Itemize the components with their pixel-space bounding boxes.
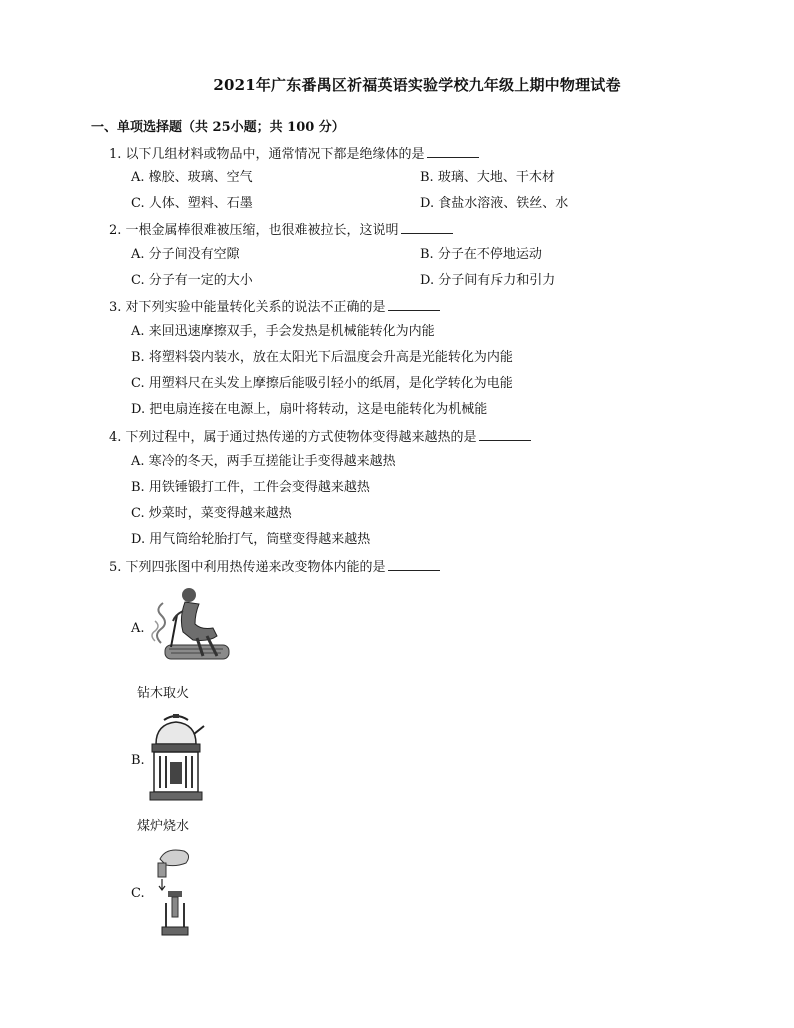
q5-option-a-label: A. [131,621,145,636]
question-2-stem: 2. 一根金属棒很难被压缩，也很难被拉长，这说明 [109,223,399,238]
q1-option-c: C. 人体、塑料、石墨 [131,196,253,211]
q1-option-b: B. 玻璃、大地、干木材 [420,170,555,185]
answer-blank [388,298,440,311]
q1-option-a: A. 橡胶、玻璃、空气 [131,170,253,185]
coal-stove-kettle-illustration [146,710,208,808]
q4-option-d: D. 用气筒给轮胎打气，筒壁变得越来越热 [131,532,371,547]
question-1 [109,143,479,162]
caption-coal-stove: 煤炉烧水 [137,819,190,834]
answer-blank [388,558,440,571]
question-2 [109,219,453,238]
q3-option-b: B. 将塑料袋内装水，放在太阳光下后温度会升高是光能转化为内能 [131,350,513,365]
q5-option-c-label: C. [131,886,145,901]
lamp-heating-illustration [150,845,200,941]
q3-option-d: D. 把电扇连接在电源上，扇叶将转动，这是电能转化为机械能 [131,402,488,417]
q2-option-b: B. 分子在不停地运动 [420,247,542,262]
section-heading: 一、单项选择题（共 25小题；共 100 分） [91,120,345,135]
answer-blank [401,221,453,234]
question-3 [109,296,440,315]
q4-option-b: B. 用铁锤锻打工件，工件会变得越来越热 [131,480,370,495]
q3-option-a: A. 来回迅速摩擦双手，手会发热是机械能转化为内能 [131,324,435,339]
answer-blank [479,428,531,441]
question-4-stem: 4. 下列过程中，属于通过热传递的方式使物体变得越来越热的是 [109,430,477,445]
q4-option-c: C. 炒菜时，菜变得越来越热 [131,506,292,521]
question-1-stem: 1. 以下几组材料或物品中，通常情况下都是绝缘体的是 [109,147,425,162]
q4-option-a: A. 寒冷的冬天，两手互搓能让手变得越来越热 [131,454,396,469]
q1-option-d: D. 食盐水溶液、铁丝、水 [420,196,569,211]
question-4 [109,426,531,445]
question-5-stem: 5. 下列四张图中利用热传递来改变物体内能的是 [109,560,386,575]
answer-blank [427,145,479,158]
question-5 [109,556,440,575]
question-3-stem: 3. 对下列实验中能量转化关系的说法不正确的是 [109,300,386,315]
q2-option-c: C. 分子有一定的大小 [131,273,253,288]
q2-option-a: A. 分子间没有空隙 [131,247,240,262]
page-title: 2021年广东番禺区祈福英语实验学校九年级上期中物理试卷 [213,76,621,94]
q5-option-b-label: B. [131,753,145,768]
fire-drill-illustration [147,583,237,669]
q2-option-d: D. 分子间有斥力和引力 [420,273,556,288]
caption-fire-drill: 钻木取火 [137,686,190,701]
q3-option-c: C. 用塑料尺在头发上摩擦后能吸引轻小的纸屑，是化学转化为电能 [131,376,513,391]
